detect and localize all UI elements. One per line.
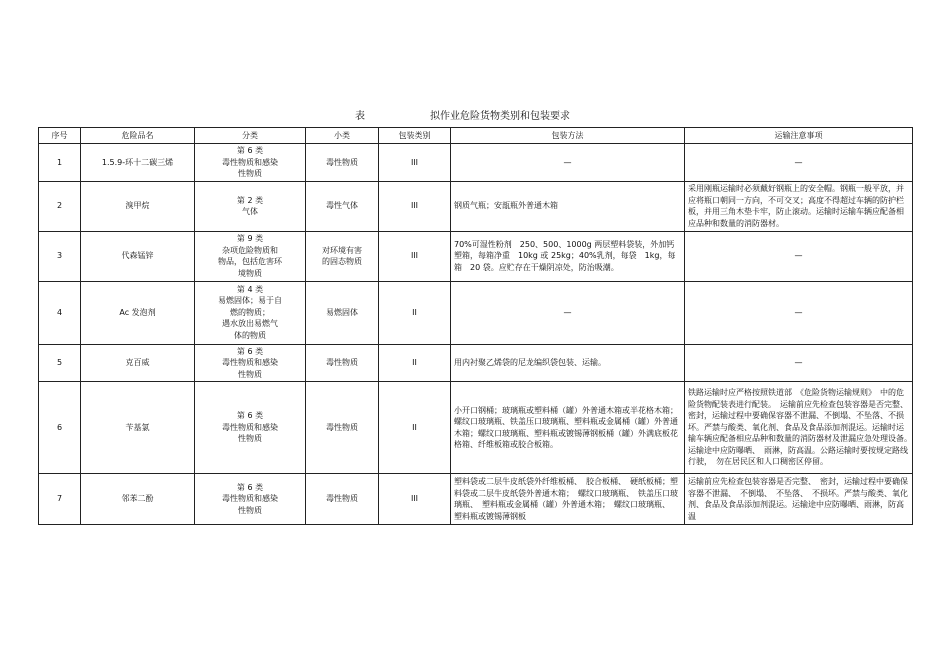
cell-no: 5 (39, 344, 81, 382)
cell-name: 克百威 (81, 344, 195, 382)
cell-no: 2 (39, 181, 81, 231)
cell-no: 1 (39, 144, 81, 182)
cell-pack-method: 用内衬聚乙烯袋的尼龙编织袋包装、运输。 (451, 344, 685, 382)
title-row (0, 110, 950, 126)
cell-pack-method: 70%可湿性粉剂 250、500、1000g 两层塑料袋装，外加钙塑箱，每箱净重 10kg 或 25kg；40%乳剂，每袋 1kg，每箱 20 袋。应贮存在干燥阴凉处，防治吸潮。 (451, 231, 685, 281)
cell-no: 4 (39, 281, 81, 344)
cell-category: 第 6 类 毒性物质和感染 性物质 (195, 144, 306, 182)
cell-transport: 采用刚瓶运输时必须戴好钢瓶上的安全帽。钢瓶一般平放，并应将瓶口朝同一方向，不可交叉；高度不得超过车辆的防护栏板，并用三角木垫卡牢，防止滚动。运输时运输车辆应配备相应品种和数量的消防器材。 (685, 181, 913, 231)
cell-transport: 铁路运输时应严格按照铁道部 《危险货物运输规则》 中的危险货物配装表进行配装。 运输前应先检查包装容器是否完整、密封，运输过程中要确保容器不泄漏、不倒塌、不坠落、不损坏。严禁与酸类、氧化剂、食品及食品添加剂混运。运输时运输车辆应配备相应品种和数量的消防器材及泄漏应急处理设备。 运输途中应防曝晒、 雨淋，防高温。公路运输时要按规定路线行驶， 勿在居民区和人口稠密区停留。 (685, 382, 913, 474)
cell-pack-class: II (379, 281, 451, 344)
cell-pack-method: — (451, 144, 685, 182)
table-row (39, 231, 913, 281)
cell-subclass: 对环境有害 的固态物质 (306, 231, 379, 281)
cell-name: 邻苯二酚 (81, 474, 195, 525)
cell-pack-method: 塑料袋或二层牛皮纸袋外纤维板桶、 胶合板桶、 硬纸板桶；塑料袋或二层牛皮纸袋外普通木箱； 螺纹口玻璃瓶、 铁盖压口玻璃瓶、 塑料瓶或金属桶（罐）外普通木箱； 螺纹口玻璃瓶、 塑料瓶或镀锡薄钢板 (451, 474, 685, 525)
cell-transport: — (685, 344, 913, 382)
header-row (39, 128, 913, 144)
cell-category: 第 6 类 毒性物质和感染 性物质 (195, 382, 306, 474)
cell-transport: — (685, 144, 913, 182)
cell-pack-method: — (451, 281, 685, 344)
column-header-pack-method: 包装方法 (451, 128, 685, 144)
cell-no: 7 (39, 474, 81, 525)
cell-name: 苄基氯 (81, 382, 195, 474)
cell-subclass: 毒性物质 (306, 474, 379, 525)
document-title: 拟作业危险货物类别和包装要求 (430, 111, 570, 122)
cell-pack-method: 钢质气瓶；安瓿瓶外普通木箱 (451, 181, 685, 231)
cell-name: 1.5.9-环十二碳三烯 (81, 144, 195, 182)
cell-category: 第 9 类 杂项危险物质和 物品，包括危害环 境物质 (195, 231, 306, 281)
cell-subclass: 毒性物质 (306, 144, 379, 182)
cell-subclass: 毒性物质 (306, 382, 379, 474)
table-row (39, 144, 913, 182)
cell-pack-class: III (379, 474, 451, 525)
column-header-transport: 运输注意事项 (685, 128, 913, 144)
cell-pack-class: III (379, 181, 451, 231)
cell-pack-class: III (379, 231, 451, 281)
cell-pack-class: III (379, 144, 451, 182)
column-header-no: 序号 (39, 128, 81, 144)
cell-name: 代森锰锌 (81, 231, 195, 281)
cell-no: 3 (39, 231, 81, 281)
cell-subclass: 毒性气体 (306, 181, 379, 231)
column-header-pack-class: 包装类别 (379, 128, 451, 144)
table-row (39, 344, 913, 382)
cell-category: 第 4 类 易燃固体；易于自 燃的物质； 遇水放出易燃气 体的物质 (195, 281, 306, 344)
cell-name: Ac 发泡剂 (81, 281, 195, 344)
cell-subclass: 易燃固体 (306, 281, 379, 344)
cell-category: 第 6 类 毒性物质和感染 性物质 (195, 344, 306, 382)
column-header-subclass: 小类 (306, 128, 379, 144)
table-row (39, 181, 913, 231)
cell-pack-class: II (379, 344, 451, 382)
dangerous-goods-table (38, 127, 916, 525)
cell-name: 溴甲烷 (81, 181, 195, 231)
table-row (39, 382, 913, 474)
cell-no: 6 (39, 382, 81, 474)
cell-pack-class: II (379, 382, 451, 474)
cell-category: 第 6 类 毒性物质和感染 性物质 (195, 474, 306, 525)
cell-transport: 运输前应先检查包装容器是否完整、 密封，运输过程中要确保容器不泄漏、 不倒塌、 不坠落、 不损坏。严禁与酸类、氧化剂、食品及食品添加剂混运。运输途中应防曝晒、雨淋，防高温 (685, 474, 913, 525)
cell-transport: — (685, 281, 913, 344)
cell-subclass: 毒性物质 (306, 344, 379, 382)
table-row (39, 281, 913, 344)
title-prefix: 表 (355, 111, 365, 122)
cell-category: 第 2 类 气体 (195, 181, 306, 231)
column-header-category: 分类 (195, 128, 306, 144)
table-row (39, 474, 913, 525)
cell-pack-method: 小开口钢桶；玻璃瓶或塑料桶（罐）外普通木箱或半花格木箱；螺纹口玻璃瓶、铁盖压口玻璃瓶、塑料瓶或金属桶（罐）外普通木箱；螺纹口玻璃瓶、塑料瓶或镀锡薄钢板桶（罐）外满底板花格箱、纤维板箱或胶合板箱。 (451, 382, 685, 474)
cell-transport: — (685, 231, 913, 281)
column-header-name: 危险品名 (81, 128, 195, 144)
